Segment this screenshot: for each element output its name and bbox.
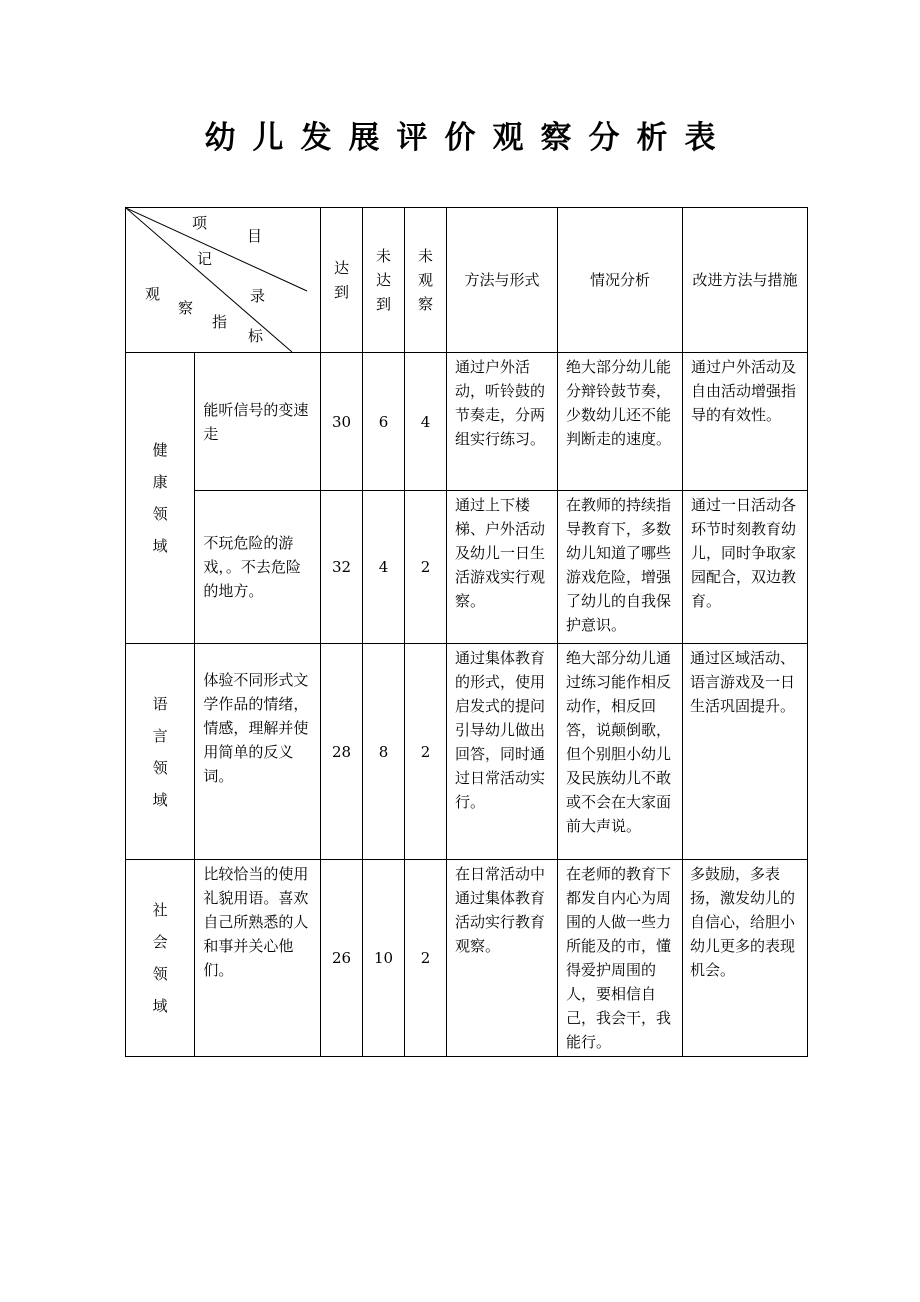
diag-label-mu: 目 (247, 227, 263, 245)
table-row (126, 644, 808, 860)
analysis-cell: 在教师的持续指导教育下，多数幼儿知道了哪些游戏危险，增强了幼儿的自我保护意识。 (558, 491, 683, 644)
header-analysis: 情况分析 (558, 208, 683, 353)
indicator-cell: 不玩危险的游戏，。不去危险的地方。 (195, 491, 321, 644)
indicator-cell: 能听信号的变速走 (195, 353, 321, 491)
improve-cell: 通过户外活动及自由活动增强指导的有效性。 (683, 353, 808, 491)
header-method: 方法与形式 (447, 208, 558, 353)
not-reached-count: 8 (363, 644, 405, 860)
improve-cell: 多鼓励，多表扬，激发幼儿的自信心，给胆小幼儿更多的表现机会。 (683, 860, 808, 1057)
not-reached-count: 6 (363, 353, 405, 491)
diag-label-ji: 记 (197, 250, 213, 268)
header-improve: 改进方法与措施 (683, 208, 808, 353)
diag-label-guan: 观 (145, 285, 161, 303)
analysis-cell: 绝大部分幼儿通过练习能作相反动作，相反回答，说颠倒歌，但个别胆小幼儿及民族幼儿不敢或不会在大家面前大声说。 (558, 644, 683, 860)
page-title: 幼儿发展评价观察分析表 (204, 120, 733, 156)
not-reached-count: 10 (363, 860, 405, 1057)
not-reached-count: 4 (363, 491, 405, 644)
analysis-cell: 在老师的教育下都发自内心为周围的人做一些力所能及的市，懂得爱护周围的人，要相信自己，我会干，我能行。 (558, 860, 683, 1057)
reached-count: 28 (321, 644, 363, 860)
domain-language: 语 言 领 域 (126, 644, 195, 860)
method-cell: 在日常活动中通过集体教育活动实行教育观察。 (447, 860, 558, 1057)
diag-label-lu: 录 (250, 287, 266, 305)
improve-cell: 通过区域活动、语言游戏及一日生活巩固提升。 (683, 644, 808, 860)
diagonal-header-cell (126, 208, 321, 353)
reached-count: 32 (321, 491, 363, 644)
not-observed-count: 4 (405, 353, 447, 491)
not-observed-count: 2 (405, 491, 447, 644)
reached-count: 26 (321, 860, 363, 1057)
table-row (126, 860, 808, 1057)
header-reached: 达 到 (321, 208, 363, 353)
header-not-reached: 未 达 到 (363, 208, 405, 353)
diag-label-zhi: 指 (212, 313, 228, 331)
method-cell: 通过集体教育的形式，使用启发式的提问引导幼儿做出回答，同时通过日常活动实行。 (447, 644, 558, 860)
domain-social: 社 会 领 域 (126, 860, 195, 1057)
method-cell: 通过户外活动，听铃鼓的节奏走，分两组实行练习。 (447, 353, 558, 491)
analysis-cell: 绝大部分幼儿能分辩铃鼓节奏，少数幼儿还不能判断走的速度。 (558, 353, 683, 491)
method-cell: 通过上下楼梯、户外活动及幼儿一日生活游戏实行观察。 (447, 491, 558, 644)
diag-label-xiang: 项 (192, 214, 208, 232)
observation-table (125, 207, 808, 1057)
indicator-cell: 体验不同形式文学作品的情绪，情感，理解并使用简单的反义词。 (195, 644, 321, 860)
header-row (126, 208, 808, 353)
diag-label-biao: 标 (248, 327, 264, 345)
table-row (126, 491, 808, 644)
table-row (126, 353, 808, 491)
improve-cell: 通过一日活动各环节时刻教育幼儿，同时争取家园配合，双边教育。 (683, 491, 808, 644)
domain-health: 健 康 领 域 (126, 353, 195, 644)
not-observed-count: 2 (405, 860, 447, 1057)
header-not-observed: 未 观 察 (405, 208, 447, 353)
not-observed-count: 2 (405, 644, 447, 860)
diag-label-cha: 察 (178, 299, 194, 317)
indicator-cell: 比较恰当的使用礼貌用语。喜欢自己所熟悉的人和事并关心他们。 (195, 860, 321, 1057)
reached-count: 30 (321, 353, 363, 491)
